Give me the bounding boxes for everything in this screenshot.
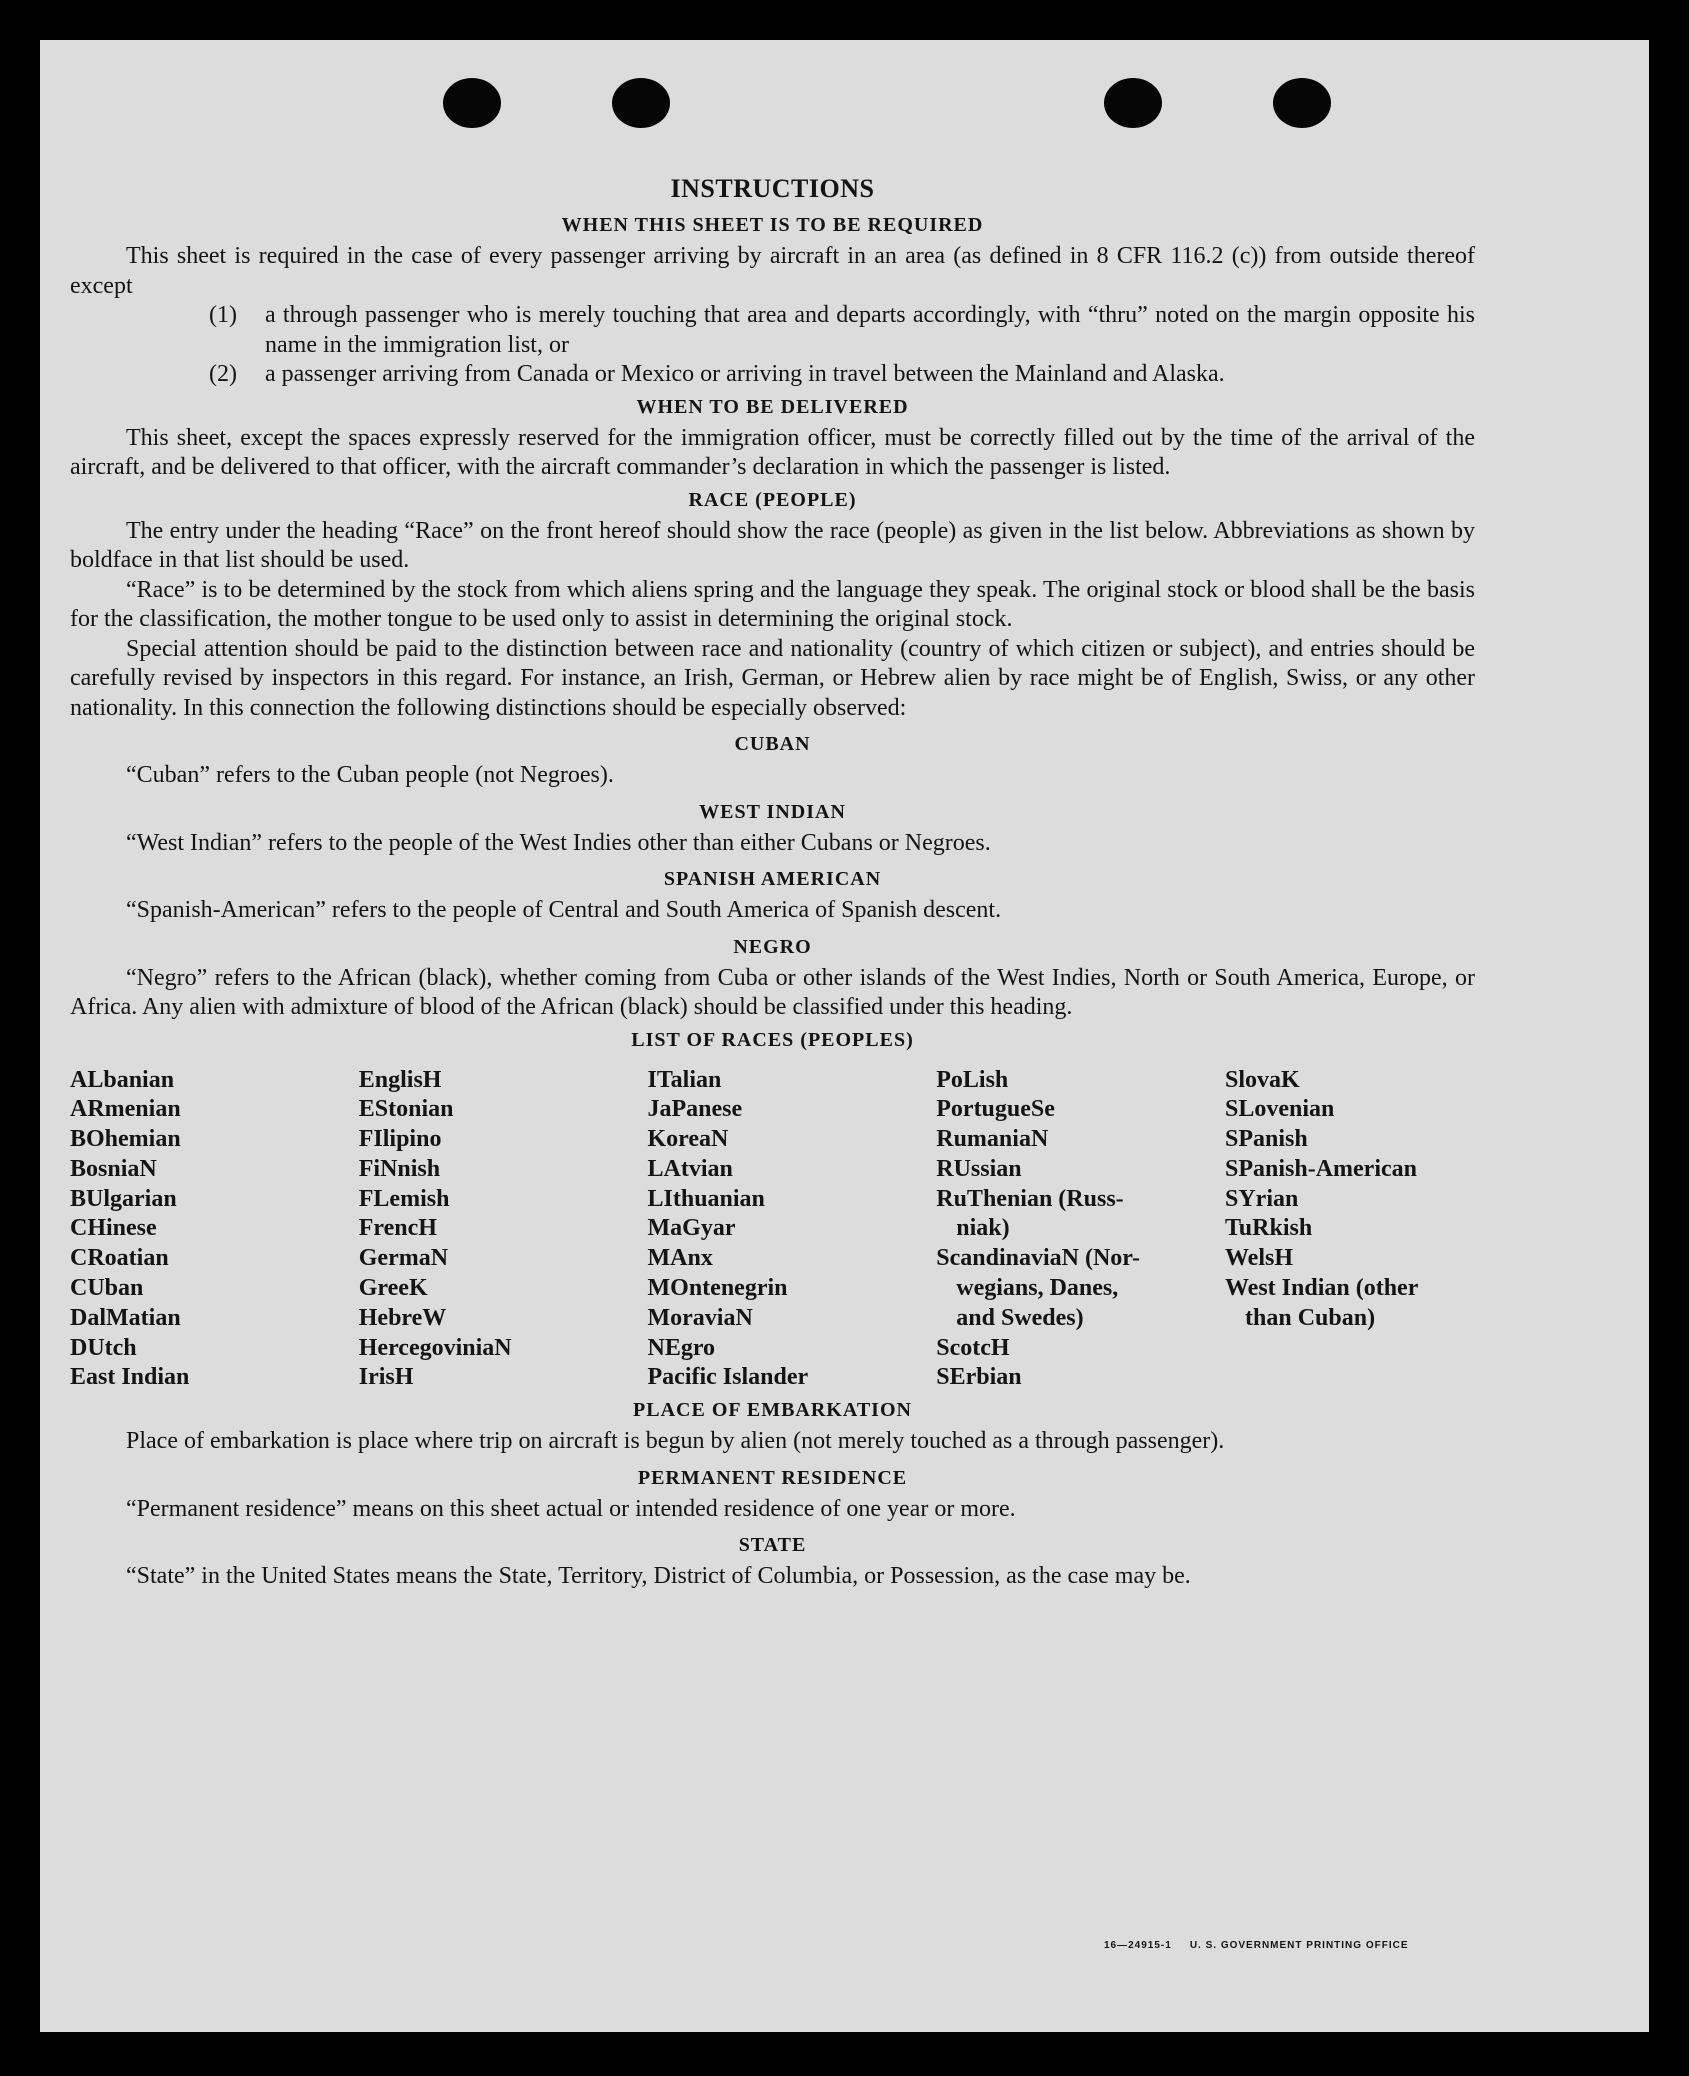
race-entry: RUssian bbox=[936, 1155, 1022, 1182]
section-heading-delivered: WHEN TO BE DELIVERED bbox=[636, 395, 909, 418]
race-entry: PoLish bbox=[936, 1066, 1009, 1093]
exception-text: a passenger arriving from Canada or Mexico or arriving in travel between the Mainland and Alaska. bbox=[265, 361, 1225, 387]
race-entry: BOhemian bbox=[70, 1126, 181, 1153]
race-entry: East Indian bbox=[70, 1364, 190, 1391]
exception-number: (1) bbox=[209, 302, 237, 328]
form-code: 16—24915-1 bbox=[1104, 1940, 1172, 1951]
race-entry: MAnx bbox=[647, 1245, 713, 1272]
race-entry: SYrian bbox=[1225, 1185, 1299, 1212]
race-entry: SlovaK bbox=[1225, 1066, 1300, 1093]
cuban-text: “Cuban” refers to the Cuban people (not Negroes). bbox=[126, 762, 614, 788]
races-column-4 bbox=[936, 1066, 1206, 1394]
race-entry: LIthuanian bbox=[647, 1185, 765, 1212]
race-entry: HercegoviniaN bbox=[358, 1334, 512, 1361]
west-indian-text: “West Indian” refers to the people of the West Indies other than either Cubans or Negroes. bbox=[126, 829, 991, 856]
races-list-heading: LIST OF RACES (PEOPLES) bbox=[631, 1028, 914, 1051]
race-entry: Pacific Islander bbox=[647, 1364, 809, 1391]
race-entry: SErbian bbox=[936, 1364, 1022, 1391]
races-column-1 bbox=[70, 1066, 340, 1394]
residence-text: “Permanent residence” means on this sheet actual or intended residence of one year or more. bbox=[126, 1495, 1016, 1522]
race-entry: GermaN bbox=[358, 1245, 449, 1272]
race-entry: ALbanian bbox=[70, 1066, 175, 1093]
race-entry: FrencH bbox=[358, 1215, 437, 1242]
race-paragraph-3: Special attention should be paid to the distinction between race and nationality (country of which citizen or subject), and entries should be carefully revised by inspectors in this regard. For instance, an Irish, German, or Hebrew alien by race might be of English, Swiss, or any other nationality. In this connection the following distinctions should be especially observed: bbox=[70, 635, 1475, 721]
race-entry: FLemish bbox=[358, 1185, 450, 1212]
race-entry: SPanish bbox=[1225, 1126, 1308, 1153]
race-entry: ScotcH bbox=[936, 1334, 1010, 1361]
race-entry: CUban bbox=[70, 1275, 144, 1302]
race-entry: SLovenian bbox=[1225, 1096, 1335, 1123]
embarkation-text: Place of embarkation is place where trip on aircraft is begun by alien (not merely touched as a through passenger). bbox=[126, 1428, 1225, 1455]
delivered-text: This sheet, except the spaces expressly reserved for the immigration officer, must be correctly filled out by the time of the arrival of the aircraft, and be delivered to that officer, with the aircraft commander’s declaration in which the passenger is listed. bbox=[70, 424, 1475, 480]
race-entry: BosniaN bbox=[70, 1155, 157, 1182]
required-intro: This sheet is required in the case of every passenger arriving by aircraft in an area (as defined in 8 CFR 116.2 (c)) from outside thereof except bbox=[70, 243, 1475, 299]
race-entry: HebreW bbox=[358, 1304, 447, 1331]
race-entry: CHinese bbox=[70, 1215, 157, 1242]
race-entry: GreeK bbox=[358, 1275, 428, 1302]
race-entry: RumaniaN bbox=[936, 1126, 1049, 1153]
race-paragraph-2: “Race” is to be determined by the stock from which aliens spring and the language they speak. The original stock or blood shall be the basis for the classification, the mother tongue to be used only to assist in determining the original stock. bbox=[70, 576, 1475, 632]
race-entry: ScandinaviaN (Nor- bbox=[936, 1245, 1141, 1272]
race-entry: ITalian bbox=[647, 1066, 722, 1093]
race-entry: TuRkish bbox=[1225, 1215, 1313, 1242]
punch-hole bbox=[612, 78, 670, 128]
race-entry: FiNnish bbox=[358, 1155, 441, 1182]
race-entry: WelsH bbox=[1225, 1245, 1294, 1272]
race-entry-continuation: niak) bbox=[956, 1215, 1010, 1242]
section-heading-negro: NEGRO bbox=[733, 935, 812, 958]
race-entry: DalMatian bbox=[70, 1304, 181, 1331]
races-column-2 bbox=[359, 1066, 629, 1394]
races-column-5 bbox=[1225, 1066, 1475, 1394]
race-entry: ARmenian bbox=[70, 1096, 181, 1123]
page-title: INSTRUCTIONS bbox=[670, 174, 875, 203]
race-entry: CRoatian bbox=[70, 1245, 169, 1272]
race-entry: RuThenian (Russ- bbox=[936, 1185, 1124, 1212]
section-heading-spanish-american: SPANISH AMERICAN bbox=[663, 868, 882, 890]
exception-number: (2) bbox=[209, 361, 237, 387]
race-entry: SPanish-American bbox=[1225, 1155, 1417, 1182]
section-heading-race: RACE (PEOPLE) bbox=[688, 488, 857, 511]
race-paragraph-1: The entry under the heading “Race” on the front hereof should show the race (people) as given in the list below. Abbreviations as shown by boldface in that list should be used. bbox=[70, 517, 1475, 573]
spanish-american-text: “Spanish-American” refers to the people of Central and South America of Spanish descent. bbox=[126, 897, 1002, 923]
punch-hole bbox=[1104, 78, 1162, 128]
race-entry-continuation: than Cuban) bbox=[1245, 1304, 1376, 1331]
section-heading-required: WHEN THIS SHEET IS TO BE REQUIRED bbox=[561, 214, 984, 236]
race-entry: LAtvian bbox=[647, 1155, 733, 1182]
race-entry: DUtch bbox=[70, 1334, 137, 1361]
race-entry-continuation: wegians, Danes, bbox=[956, 1275, 1119, 1302]
punch-hole bbox=[443, 78, 501, 128]
race-entry: BUlgarian bbox=[70, 1185, 177, 1212]
race-entry: NEgro bbox=[647, 1334, 716, 1361]
instructions-content bbox=[70, 174, 1475, 1592]
exception-item-1 bbox=[70, 301, 1475, 360]
section-heading-state: STATE bbox=[738, 1534, 807, 1557]
race-entry: FIlipino bbox=[358, 1126, 442, 1153]
printer-name: U. S. GOVERNMENT PRINTING OFFICE bbox=[1189, 1940, 1409, 1951]
race-entry: MaGyar bbox=[647, 1215, 736, 1242]
race-entry: MoraviaN bbox=[647, 1304, 753, 1331]
section-heading-residence: PERMANENT RESIDENCE bbox=[637, 1466, 908, 1489]
race-entry: MOntenegrin bbox=[647, 1275, 788, 1302]
race-entry-continuation: and Swedes) bbox=[956, 1304, 1084, 1331]
race-entry: West Indian (other bbox=[1225, 1275, 1419, 1302]
section-heading-cuban: CUBAN bbox=[734, 733, 811, 755]
negro-text: “Negro” refers to the African (black), whether coming from Cuba or other islands of the West Indies, North or South America, Europe, or Africa. Any alien with admixture of blood of the African (black) should be classified under this heading. bbox=[70, 964, 1475, 1020]
races-list bbox=[70, 1066, 1475, 1394]
section-heading-west-indian: WEST INDIAN bbox=[699, 800, 846, 823]
document-sheet bbox=[40, 40, 1649, 2032]
section-heading-embarkation: PLACE OF EMBARKATION bbox=[633, 1399, 912, 1422]
state-text: “State” in the United States means the State, Territory, District of Columbia, or Possession, as the case may be. bbox=[126, 1563, 1191, 1590]
exception-text: a through passenger who is merely touching that area and departs accordingly, with “thru” noted on the margin opposite his name in the immigration list, or bbox=[265, 302, 1475, 358]
exception-item-2 bbox=[70, 360, 1475, 390]
printer-imprint bbox=[1104, 1940, 1409, 1951]
punch-hole bbox=[1273, 78, 1331, 128]
race-entry: JaPanese bbox=[647, 1096, 743, 1123]
race-entry: KoreaN bbox=[647, 1126, 729, 1153]
race-entry: PortugueSe bbox=[936, 1096, 1055, 1123]
races-column-3 bbox=[648, 1066, 918, 1394]
race-entry: IrisH bbox=[358, 1364, 414, 1391]
race-entry: EStonian bbox=[358, 1096, 454, 1123]
race-entry: EnglisH bbox=[358, 1066, 442, 1093]
